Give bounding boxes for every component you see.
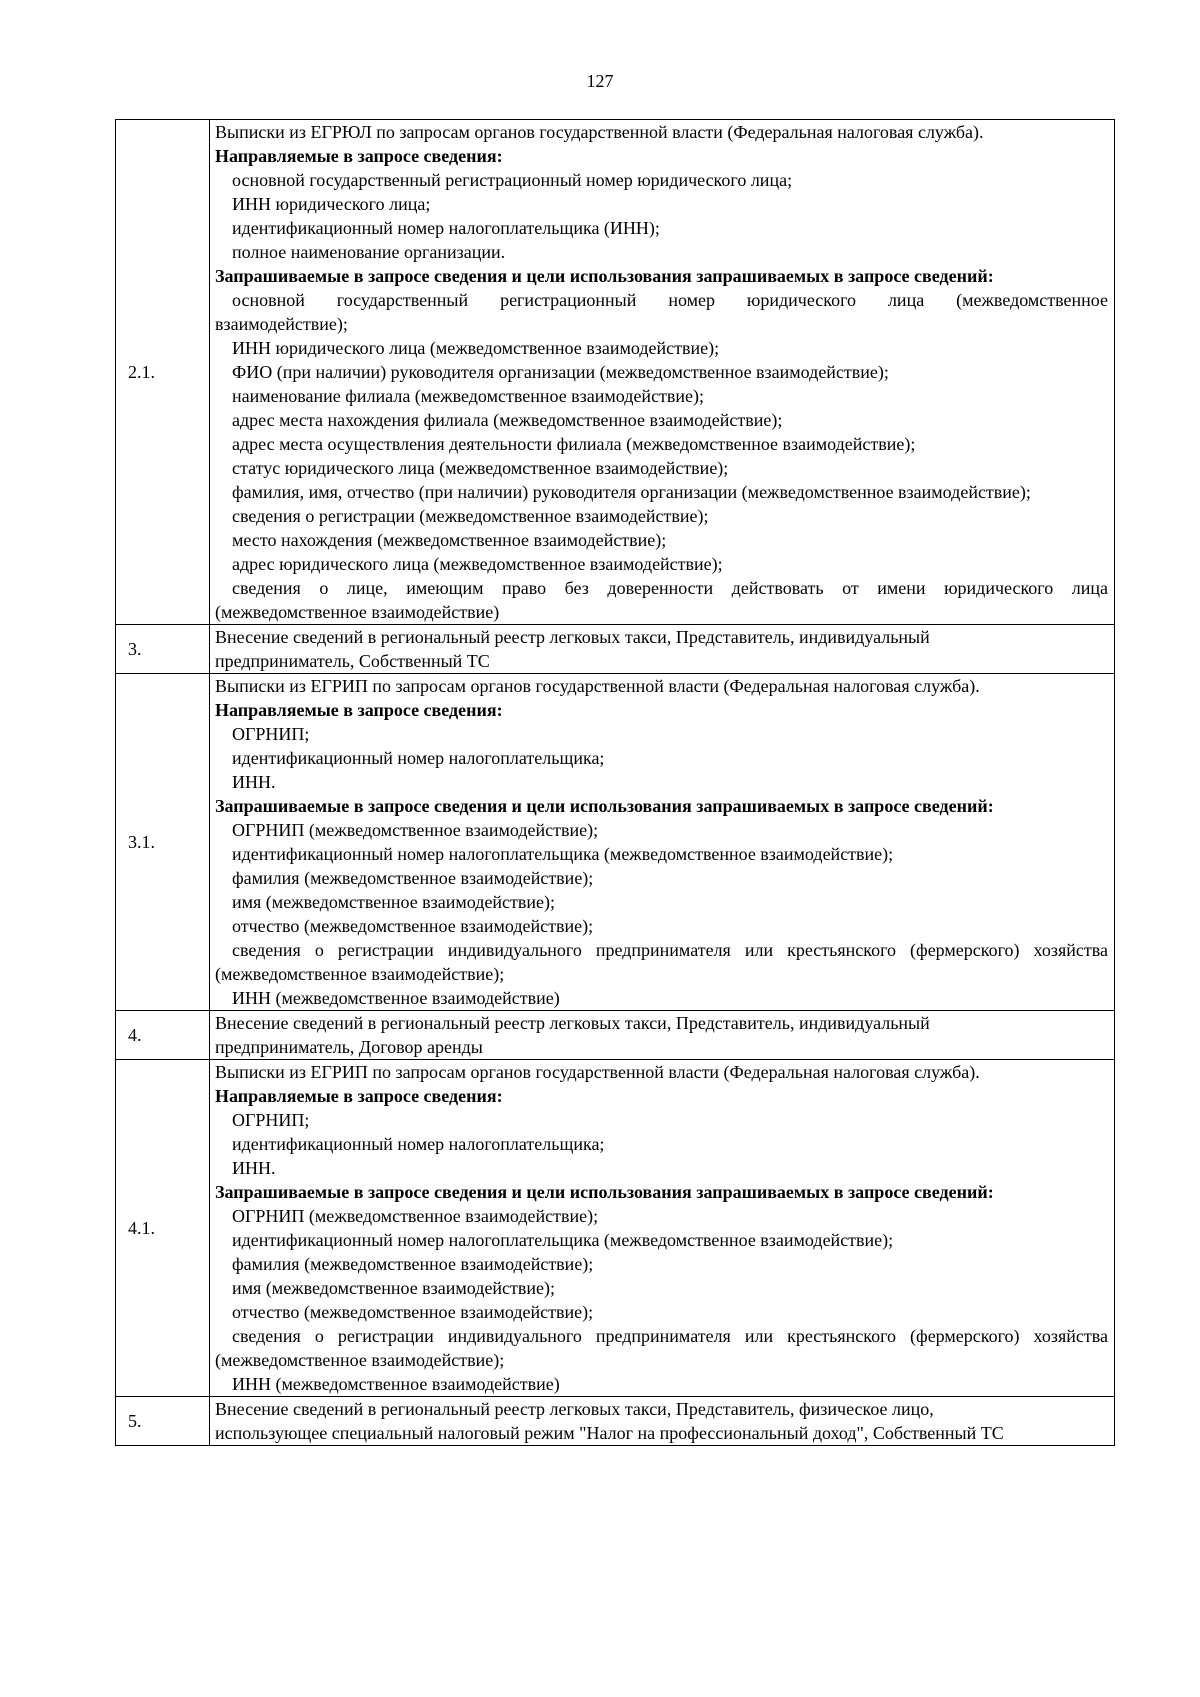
- list-item: ИНН.: [232, 772, 276, 792]
- list-item: место нахождения (межведомственное взаимодействие);: [232, 530, 667, 550]
- table-row: [116, 674, 1115, 1011]
- section-heading: Запрашиваемые в запросе сведения и цели использования запрашиваемых в запросе сведений:: [215, 796, 994, 816]
- list-item: сведения о регистрации индивидуального предпринимателя или крестьянского (фермерского) хозяйства: [232, 1326, 1108, 1346]
- text-line: Внесение сведений в региональный реестр легковых такси, Представитель, индивидуальный: [215, 1013, 930, 1033]
- list-item: фамилия (межведомственное взаимодействие);: [232, 1254, 594, 1274]
- list-item: ФИО (при наличии) руководителя организации (межведомственное взаимодействие);: [232, 362, 889, 382]
- list-item: ОГРНИП (межведомственное взаимодействие);: [232, 820, 599, 840]
- list-item: ОГРНИП (межведомственное взаимодействие);: [232, 1206, 599, 1226]
- text-line: Внесение сведений в региональный реестр легковых такси, Представитель, физическое лицо,: [215, 1399, 934, 1419]
- list-item: ИНН (межведомственное взаимодействие): [232, 988, 560, 1008]
- list-item: основной государственный регистрационный номер юридического лица (межведомственное: [232, 290, 1108, 310]
- list-item: ИНН (межведомственное взаимодействие): [232, 1374, 560, 1394]
- list-item: идентификационный номер налогоплательщика;: [232, 748, 605, 768]
- list-item: адрес места осуществления деятельности филиала (межведомственное взаимодействие);: [232, 434, 916, 454]
- list-item: фамилия (межведомственное взаимодействие);: [232, 868, 594, 888]
- list-item: сведения о регистрации индивидуального предпринимателя или крестьянского (фермерского) хозяйства: [232, 940, 1108, 960]
- text-line: (межведомственное взаимодействие);: [215, 1350, 505, 1370]
- page-number: 127: [586, 71, 614, 91]
- list-item: сведения о лице, имеющим право без доверенности действовать от имени юридического лица: [232, 578, 1108, 598]
- list-item: статус юридического лица (межведомственное взаимодействие);: [232, 458, 729, 478]
- table-row: [116, 120, 1115, 625]
- text-line: (межведомственное взаимодействие): [215, 602, 500, 622]
- text-line: Выписки из ЕГРИП по запросам органов государственной власти (Федеральная налоговая служба).: [215, 676, 980, 696]
- row-content-cell: [210, 1060, 1115, 1397]
- row-number: 5.: [128, 1411, 142, 1431]
- table-row: [116, 1011, 1115, 1060]
- list-item: наименование филиала (межведомственное взаимодействие);: [232, 386, 705, 406]
- row-number-cell: [116, 674, 210, 1011]
- list-item: идентификационный номер налогоплательщика (межведомственное взаимодействие);: [232, 1230, 894, 1250]
- table-row: [116, 1397, 1115, 1446]
- text-line: использующее специальный налоговый режим "Налог на профессиональный доход", Собственный ТС: [215, 1423, 1004, 1443]
- table-row: [116, 1060, 1115, 1397]
- list-item: ОГРНИП;: [232, 1110, 310, 1130]
- text-line: Внесение сведений в региональный реестр легковых такси, Представитель, индивидуальный: [215, 627, 930, 647]
- list-item: отчество (межведомственное взаимодействие);: [232, 1302, 594, 1322]
- row-content-cell: [210, 625, 1115, 674]
- row-number-cell: [116, 120, 210, 625]
- section-heading: Направляемые в запросе сведения:: [215, 700, 503, 720]
- list-item: адрес юридического лица (межведомственное взаимодействие);: [232, 554, 723, 574]
- row-number: 4.: [128, 1025, 142, 1045]
- row-content-cell: [210, 1397, 1115, 1446]
- list-item: основной государственный регистрационный номер юридического лица;: [232, 170, 793, 190]
- list-item: фамилия, имя, отчество (при наличии) руководителя организации (межведомственное взаимодействие);: [232, 482, 1031, 502]
- section-heading: Запрашиваемые в запросе сведения и цели использования запрашиваемых в запросе сведений:: [215, 266, 994, 286]
- row-content-cell: [210, 674, 1115, 1011]
- list-item: полное наименование организации.: [232, 242, 506, 262]
- row-content-cell: [210, 1011, 1115, 1060]
- list-item: ИНН.: [232, 1158, 276, 1178]
- row-number: 4.1.: [128, 1218, 155, 1238]
- list-item: имя (межведомственное взаимодействие);: [232, 892, 556, 912]
- table-row: [116, 625, 1115, 674]
- row-content-cell: [210, 120, 1115, 625]
- text-line: предприниматель, Договор аренды: [215, 1037, 483, 1057]
- list-item: идентификационный номер налогоплательщика (ИНН);: [232, 218, 660, 238]
- text-line: Выписки из ЕГРИП по запросам органов государственной власти (Федеральная налоговая служба).: [215, 1062, 980, 1082]
- row-number-cell: [116, 625, 210, 674]
- list-item: ИНН юридического лица;: [232, 194, 431, 214]
- list-item: ИНН юридического лица (межведомственное взаимодействие);: [232, 338, 720, 358]
- row-number-cell: [116, 1060, 210, 1397]
- row-number: 3.: [128, 639, 142, 659]
- list-item: ОГРНИП;: [232, 724, 310, 744]
- list-item: идентификационный номер налогоплательщика;: [232, 1134, 605, 1154]
- text-line: взаимодействие);: [215, 314, 348, 334]
- list-item: сведения о регистрации (межведомственное взаимодействие);: [232, 506, 709, 526]
- list-item: адрес места нахождения филиала (межведомственное взаимодействие);: [232, 410, 783, 430]
- list-item: имя (межведомственное взаимодействие);: [232, 1278, 556, 1298]
- requirements-table: [115, 119, 1115, 1446]
- list-item: отчество (межведомственное взаимодействие);: [232, 916, 594, 936]
- row-number: 2.1.: [128, 362, 155, 382]
- list-item: идентификационный номер налогоплательщика (межведомственное взаимодействие);: [232, 844, 894, 864]
- text-line: (межведомственное взаимодействие);: [215, 964, 505, 984]
- section-heading: Направляемые в запросе сведения:: [215, 146, 503, 166]
- table-body: [116, 120, 1115, 1446]
- section-heading: Запрашиваемые в запросе сведения и цели использования запрашиваемых в запросе сведений:: [215, 1182, 994, 1202]
- text-line: Выписки из ЕГРЮЛ по запросам органов государственной власти (Федеральная налоговая служба).: [215, 122, 984, 142]
- row-number-cell: [116, 1011, 210, 1060]
- section-heading: Направляемые в запросе сведения:: [215, 1086, 503, 1106]
- row-number: 3.1.: [128, 832, 155, 852]
- text-line: предприниматель, Собственный ТС: [215, 651, 490, 671]
- row-number-cell: [116, 1397, 210, 1446]
